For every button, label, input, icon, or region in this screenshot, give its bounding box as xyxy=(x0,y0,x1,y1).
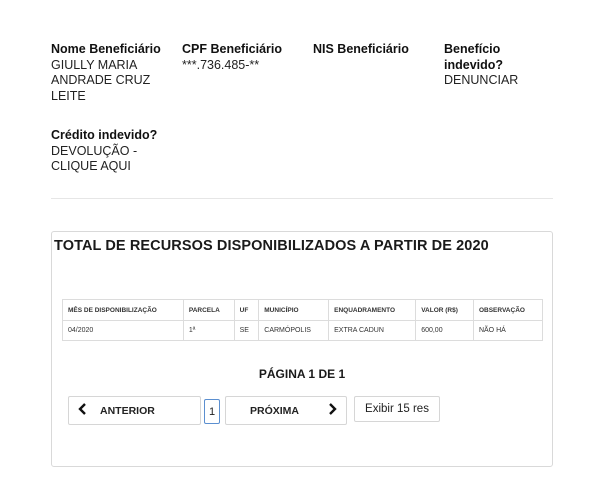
field-cpf xyxy=(182,42,300,73)
cell-municipio: CARMÓPOLIS xyxy=(259,321,329,341)
field-credito-indevido xyxy=(51,128,171,175)
cell-valor: 600,00 xyxy=(416,321,474,341)
cell-mes: 04/2020 xyxy=(63,321,184,341)
nis-label: NIS Beneficiário xyxy=(313,42,409,56)
recursos-panel xyxy=(51,231,553,467)
denunciar-link[interactable]: DENUNCIAR xyxy=(444,73,519,87)
nome-value: GIULLY MARIA ANDRADE CRUZ LEITE xyxy=(51,57,151,103)
devolucao-link[interactable]: DEVOLUÇÃO - CLIQUE AQUI xyxy=(51,143,138,173)
nome-label: Nome Beneficiário xyxy=(51,42,161,56)
cpf-label: CPF Beneficiário xyxy=(182,42,283,56)
cell-parcela: 1ª xyxy=(183,321,234,341)
col-mes[interactable]: MÊS DE DISPONIBILIZAÇÃO xyxy=(63,300,184,321)
panel-title: TOTAL DE RECURSOS DISPONIBILIZADOS A PARTIR DE 2020 xyxy=(54,238,489,254)
next-button[interactable] xyxy=(225,396,347,425)
cell-observacao: NÃO HÁ xyxy=(473,321,542,341)
cell-enquadramento: EXTRA CADUN xyxy=(329,321,416,341)
field-nome xyxy=(51,42,166,104)
table-header-row xyxy=(63,300,543,321)
col-valor[interactable]: VALOR (R$) xyxy=(416,300,474,321)
previous-button[interactable] xyxy=(68,396,201,425)
cpf-value: ***.736.485-** xyxy=(182,57,260,72)
field-beneficio-indevido xyxy=(444,42,554,89)
next-label: PRÓXIMA xyxy=(249,404,299,417)
col-uf[interactable]: UF xyxy=(234,300,259,321)
table-row xyxy=(63,321,543,341)
field-nis xyxy=(313,42,431,58)
chevron-left-icon xyxy=(77,403,88,418)
previous-label: ANTERIOR xyxy=(100,404,155,417)
chevron-right-icon xyxy=(327,403,338,418)
page-indicator: PÁGINA 1 DE 1 xyxy=(258,367,346,381)
col-municipio[interactable]: MUNICÍPIO xyxy=(259,300,329,321)
col-parcela[interactable]: PARCELA xyxy=(183,300,234,321)
beneficio-indevido-label: Benefício indevido? xyxy=(444,42,504,72)
page-size-select[interactable]: Exibir 15 res xyxy=(354,396,440,422)
cell-uf: SE xyxy=(234,321,259,341)
col-observacao[interactable]: OBSERVAÇÃO xyxy=(473,300,542,321)
recursos-table xyxy=(62,299,543,341)
credito-indevido-label: Crédito indevido? xyxy=(51,128,158,142)
col-enquadramento[interactable]: ENQUADRAMENTO xyxy=(329,300,416,321)
page-number-input[interactable] xyxy=(204,399,220,424)
section-divider xyxy=(51,198,553,199)
